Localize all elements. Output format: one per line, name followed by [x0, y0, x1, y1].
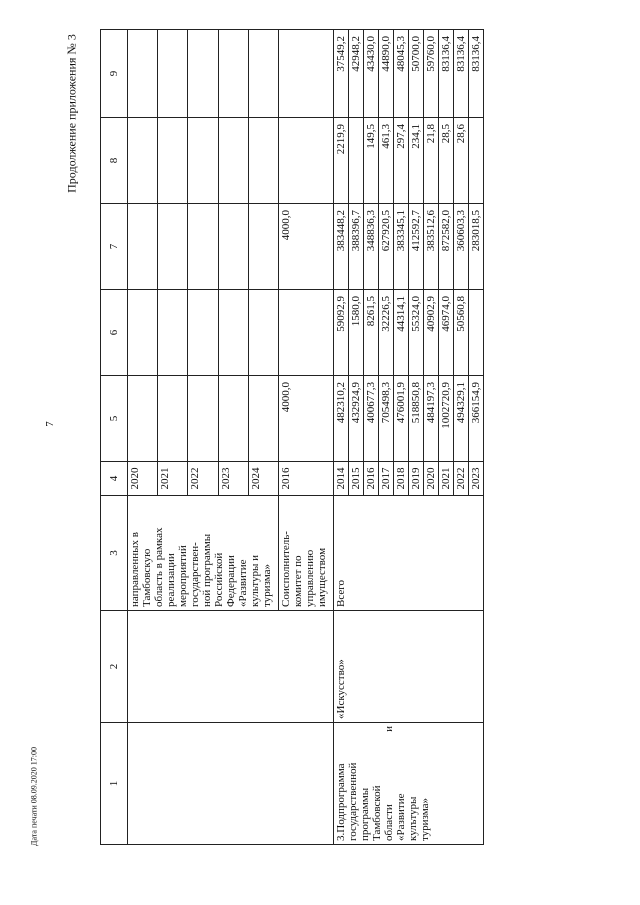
print-date-footer: Дата печати 08.09.2020 17:00 [29, 747, 39, 846]
cell-value: 83136,4 [454, 30, 469, 118]
cell-value: 234,1 [409, 118, 424, 204]
cell-year: 2023 [218, 462, 248, 496]
text-line: культуры и [249, 555, 261, 607]
text-fragment: области [383, 804, 395, 841]
cell-year: 2015 [349, 462, 364, 496]
cell-value: 518850,8 [409, 376, 424, 462]
text-line: мероприятий [177, 545, 189, 607]
cell-year: 2014 [334, 462, 349, 496]
text-line: имуществом [316, 547, 328, 607]
col-header: 4 [101, 462, 128, 496]
cell-year: 2021 [439, 462, 454, 496]
cell-value: 366154,9 [469, 376, 484, 462]
text-line: направленных в [129, 532, 141, 607]
text-line: «Развитие [237, 559, 249, 607]
col-header: 2 [101, 611, 128, 723]
cell-year: 2020 [424, 462, 439, 496]
text-line: Тамбовской [371, 785, 383, 841]
cell-value: 400677,3 [364, 376, 379, 462]
text-line: туризма» [261, 563, 273, 607]
cell-value: 44890,0 [379, 30, 394, 118]
cell-value: 297,4 [394, 118, 409, 204]
cell-year: 2024 [248, 462, 278, 496]
col-header: 1 [101, 723, 128, 845]
cell-value: 149,5 [364, 118, 379, 204]
cell-year: 2019 [409, 462, 424, 496]
cell-subprogram-title [334, 723, 484, 845]
cell-value [469, 118, 484, 204]
table-row [334, 30, 349, 845]
text-fragment: и [383, 726, 395, 732]
cell-value: 50700,0 [409, 30, 424, 118]
cell-value: 4000,0 [279, 204, 334, 290]
cell-year: 2022 [188, 462, 218, 496]
text-line: область в рамках [153, 527, 165, 607]
text-line: кулътуры [407, 796, 419, 841]
cell-value: 627920,5 [379, 204, 394, 290]
cell-value: 59092,9 [334, 290, 349, 376]
text-line: Тамбовскую [141, 548, 153, 607]
column-header-row [101, 30, 128, 845]
col-header: 6 [101, 290, 128, 376]
cell-subprogram-name: «Искусство» [334, 611, 484, 723]
cell-total-label: Всего [334, 496, 484, 611]
cell-value: 872582,0 [439, 204, 454, 290]
cell-value: 4000,0 [279, 376, 334, 462]
cell-value: 383448,2 [334, 204, 349, 290]
cell-value: 348836,3 [364, 204, 379, 290]
cell-value: 383512,6 [424, 204, 439, 290]
cell-coexecutor [279, 496, 334, 611]
col-header: 5 [101, 376, 128, 462]
text-line: комитет по [292, 555, 304, 607]
text-line: Федерации [225, 555, 237, 607]
col-header: 7 [101, 204, 128, 290]
cell-value: 83136,4 [469, 30, 484, 118]
budget-table-wrapper [100, 30, 625, 845]
col-header: 9 [101, 30, 128, 118]
cell-value: 388396,7 [349, 204, 364, 290]
cell-value: 2219,9 [334, 118, 349, 204]
text-line: Соисполнитель- [280, 531, 292, 607]
cell-value: 43430,0 [364, 30, 379, 118]
cell-value: 432924,9 [349, 376, 364, 462]
cell-value: 482310,2 [334, 376, 349, 462]
cell-value: 494329,1 [454, 376, 469, 462]
cell-value: 83136,4 [439, 30, 454, 118]
text-line: государствен- [189, 542, 201, 607]
cell-value: 48045,3 [394, 30, 409, 118]
cell-year: 2017 [379, 462, 394, 496]
continuation-title: Продолжение приложения № 3 [64, 34, 79, 193]
cell-year: 2023 [469, 462, 484, 496]
cell-value: 8261,5 [364, 290, 379, 376]
text-line: Российской [213, 552, 225, 607]
cell-value: 476001,9 [394, 376, 409, 462]
cell-value: 21,8 [424, 118, 439, 204]
cell-value: 37549,2 [334, 30, 349, 118]
cell-value: 705498,3 [379, 376, 394, 462]
cell-value: 59760,0 [424, 30, 439, 118]
page-number: 7 [43, 421, 56, 427]
cell-value: 412592,7 [409, 204, 424, 290]
cell-empty [128, 723, 334, 845]
cell-value: 383345,1 [394, 204, 409, 290]
cell-value: 42948,2 [349, 30, 364, 118]
cell-value: 55324,0 [409, 290, 424, 376]
cell-value [349, 118, 364, 204]
text-line: «Развитие [395, 793, 407, 841]
text-line: управлению [304, 549, 316, 607]
cell-value: 28,5 [439, 118, 454, 204]
cell-year: 2016 [364, 462, 379, 496]
cell-value: 461,3 [379, 118, 394, 204]
budget-table [100, 29, 484, 845]
cell-year: 2021 [158, 462, 188, 496]
text-line: туризма» [419, 797, 431, 841]
cell-value: 484197,3 [424, 376, 439, 462]
text-line: государственной [347, 762, 359, 841]
cell-funding-description [128, 496, 279, 611]
cell-value: 1002720,9 [439, 376, 454, 462]
cell-empty [128, 611, 334, 723]
cell-value: 50560,8 [454, 290, 469, 376]
cell-value: 1580,0 [349, 290, 364, 376]
text-line: реализации [165, 553, 177, 607]
text-line: 3.Подпрограмма [335, 763, 347, 841]
cell-year: 2020 [128, 462, 158, 496]
cell-year: 2016 [279, 462, 334, 496]
text-line [383, 726, 395, 841]
text-line: ной программы [201, 533, 213, 607]
cell-value: 40902,9 [424, 290, 439, 376]
cell-value: 44314,1 [394, 290, 409, 376]
cell-value [469, 290, 484, 376]
cell-year: 2018 [394, 462, 409, 496]
col-header: 3 [101, 496, 128, 611]
col-header: 8 [101, 118, 128, 204]
text-line: программы [359, 787, 371, 841]
cell-value: 360603,3 [454, 204, 469, 290]
cell-value: 28,6 [454, 118, 469, 204]
cell-value: 32226,5 [379, 290, 394, 376]
cell-value: 283018,5 [469, 204, 484, 290]
cell-year: 2022 [454, 462, 469, 496]
cell-value: 46974,0 [439, 290, 454, 376]
table-row [128, 30, 158, 845]
